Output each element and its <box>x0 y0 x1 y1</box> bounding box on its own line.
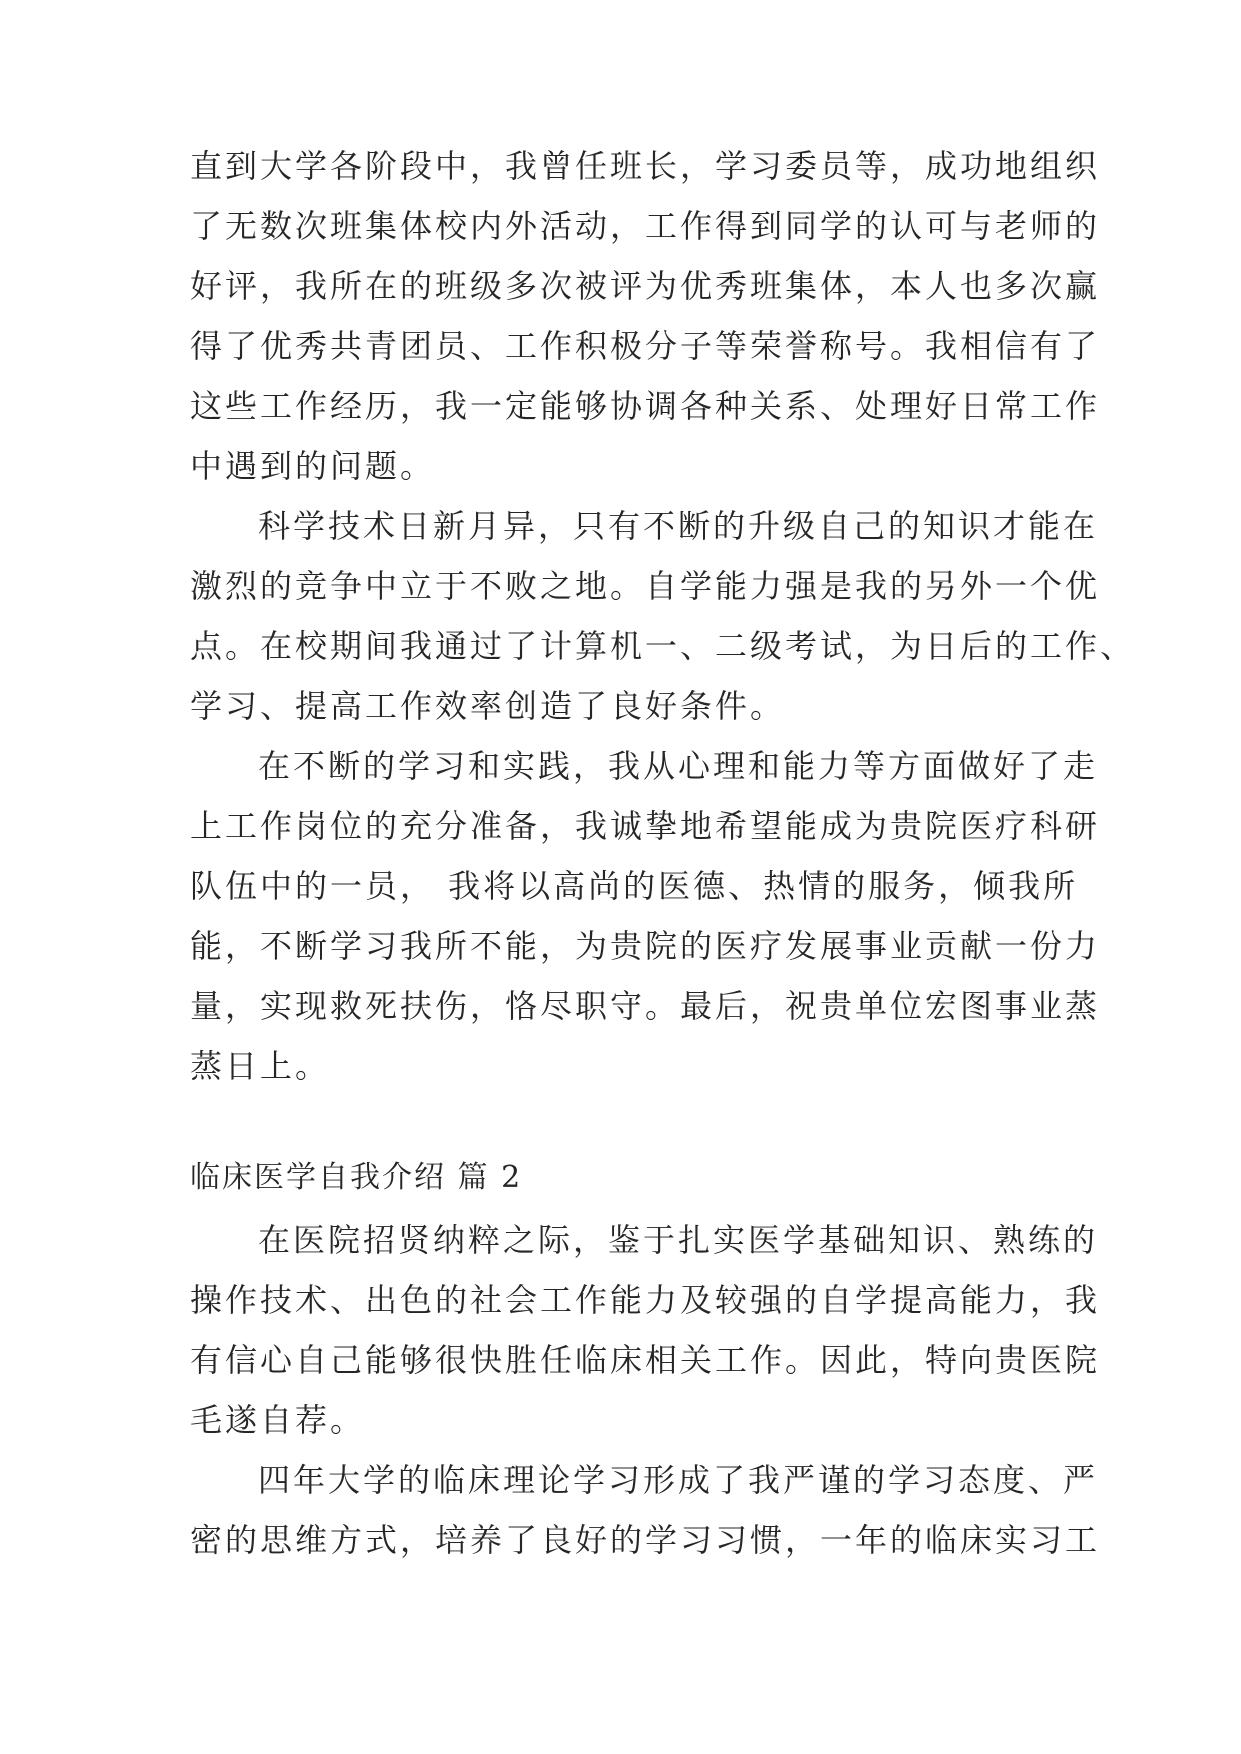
text-line: 了无数次班集体校内外活动，工作得到同学的认可与老师的 <box>190 207 1101 245</box>
section-title: 临床医学自我介绍 篇 2 <box>190 1160 523 1195</box>
text-line: 毛遂自荐。 <box>190 1401 366 1439</box>
text-line: 好评，我所在的班级多次被评为优秀班集体，本人也多次赢 <box>190 267 1101 305</box>
text-line: 操作技术、出色的社会工作能力及较强的自学提高能力，我 <box>190 1281 1101 1319</box>
text-line: 量，实现救死扶伤，恪尽职守。最后，祝贵单位宏图事业蒸 <box>190 987 1101 1025</box>
text-line: 得了优秀共青团员、工作积极分子等荣誉称号。我相信有了 <box>190 327 1101 365</box>
text-line: 直到大学各阶段中，我曾任班长，学习委员等，成功地组织 <box>190 147 1101 185</box>
text-line: 蒸日上。 <box>190 1047 331 1085</box>
text-line: 上工作岗位的充分准备，我诚挚地希望能成为贵院医疗科研 <box>190 807 1101 845</box>
text-line: 学习、提高工作效率创造了良好条件。 <box>190 687 786 725</box>
text-line: 在不断的学习和实践，我从心理和能力等方面做好了走 <box>258 747 1099 785</box>
text-line: 这些工作经历，我一定能够协调各种关系、处理好日常工作 <box>190 387 1101 425</box>
text-line: 中遇到的问题。 <box>190 447 436 485</box>
text-line: 有信心自己能够很快胜任临床相关工作。因此，特向贵医院 <box>190 1341 1101 1379</box>
text-line: 能，不断学习我所不能，为贵院的医疗发展事业贡献一份力 <box>190 927 1101 965</box>
text-line: 队伍中的一员， 我将以高尚的医德、热情的服务，倾我所 <box>190 867 1079 905</box>
text-line: 在医院招贤纳粹之际，鉴于扎实医学基础知识、熟练的 <box>258 1221 1099 1259</box>
text-line: 四年大学的临床理论学习形成了我严谨的学习态度、严 <box>258 1461 1099 1499</box>
text-line: 科学技术日新月异，只有不断的升级自己的知识才能在 <box>258 507 1099 545</box>
text-line: 激烈的竞争中立于不败之地。自学能力强是我的另外一个优 <box>190 567 1101 605</box>
text-line: 密的思维方式，培养了良好的学习习惯，一年的临床实习工 <box>190 1521 1101 1559</box>
text-line: 点。在校期间我通过了计算机一、二级考试，为日后的工作、 <box>190 627 1136 665</box>
